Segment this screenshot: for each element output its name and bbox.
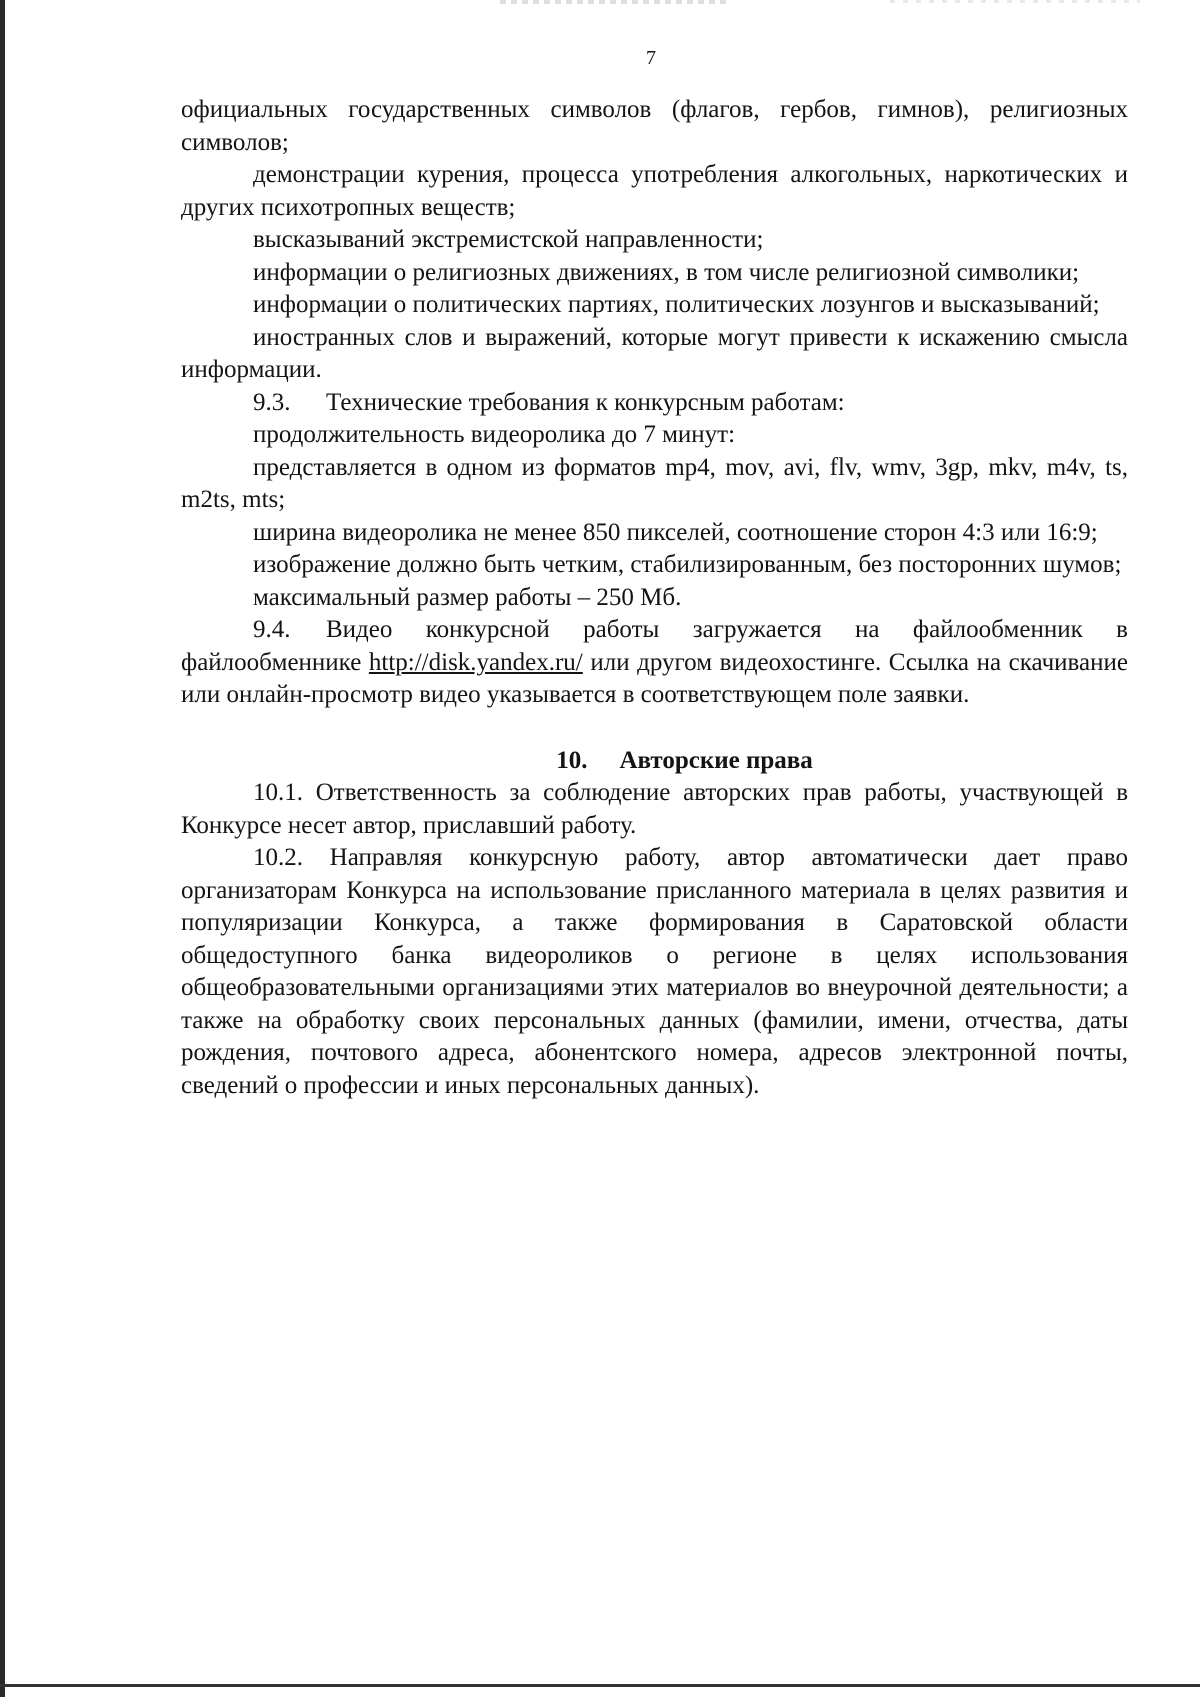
yandex-disk-link[interactable]: http://disk.yandex.ru/ <box>368 648 583 676</box>
document-body <box>181 94 1128 1102</box>
clause-10-1 <box>181 777 1128 842</box>
paragraph-symbols: официальных государственных символов (флагов, гербов, гимнов), религиозных символов; <box>181 96 1128 156</box>
scan-noise-top <box>500 0 730 4</box>
scan-edge-bottom <box>0 1684 1200 1687</box>
clause-10-2-number: 10.2. <box>253 844 303 871</box>
page-number: 7 <box>646 47 656 69</box>
clause-10-2 <box>181 842 1128 1102</box>
clause-9-4-text-before: Видео конкурсной работы загружается на файлообменник в файлообменнике <box>181 616 1128 676</box>
clause-9-3-text: Технические требования к конкурсным работам: <box>326 388 845 416</box>
scan-edge-left <box>0 0 5 1697</box>
paragraph-religion: информации о религиозных движениях, в том числе религиозной символики; <box>253 258 1080 286</box>
requirement-resolution: ширина видеоролика не менее 850 пикселей, соотношение сторон 4:3 или 16:9; <box>253 518 1098 546</box>
clause-9-4 <box>181 614 1128 712</box>
clause-9-3 <box>181 387 1128 420</box>
requirement-max-size: максимальный размер работы – 250 Мб. <box>253 583 682 611</box>
paragraph-extremism: высказываний экстремистской направленности; <box>253 226 764 253</box>
clause-9-3-number: 9.3. <box>253 388 291 416</box>
clause-9-4-number: 9.4. <box>253 616 291 643</box>
paragraph-politics: информации о политических партиях, политических лозунгов и высказываний; <box>253 291 1100 318</box>
requirement-duration: продолжительность видеоролика до 7 минут: <box>253 421 736 448</box>
clause-10-1-number: 10.1. <box>253 779 303 806</box>
scan-noise-top-right <box>890 0 1140 3</box>
section-10-title <box>181 745 1128 778</box>
clause-9-4-text-after: или другом видеохостинге. Ссылка на скачивание или онлайн-просмотр видео указывается в соответствующем поле заявки. <box>181 648 1128 708</box>
paragraph-smoking: демонстрации курения, процесса употребления алкогольных, наркотических и других психотропных веществ; <box>181 161 1128 221</box>
section-10-number: 10. <box>556 746 588 774</box>
section-10-title-text: Авторские права <box>619 746 813 774</box>
paragraph-foreign-words: иностранных слов и выражений, которые могут привести к искажению смысла информации. <box>181 323 1128 383</box>
requirement-image-quality: изображение должно быть четким, стабилизированным, без посторонних шумов; <box>253 551 1122 578</box>
clause-10-2-text: Направляя конкурсную работу, автор автоматически дает право организаторам Конкурса на использование присланного материала в целях развития и популяризации Конкурса, а также формирования в Саратовской области общедоступного банка видеороликов о регионе в целях использования общеобразовательными организациями этих материалов во внеурочной деятельности; а также на обработку своих персональных данных (фамилии, имени, отчества, даты рождения, почтового адреса, абонентского номера, адресов электронной почты, сведений о профессии и иных персональных данных). <box>181 844 1128 1099</box>
clause-10-1-text: Ответственность за соблюдение авторских прав работы, участвующей в Конкурсе несет автор, приславший работу. <box>181 779 1129 839</box>
requirement-formats: представляется в одном из форматов mp4, mov, avi, flv, wmv, 3gp, mkv, m4v, ts, m2ts, mts; <box>181 453 1128 513</box>
